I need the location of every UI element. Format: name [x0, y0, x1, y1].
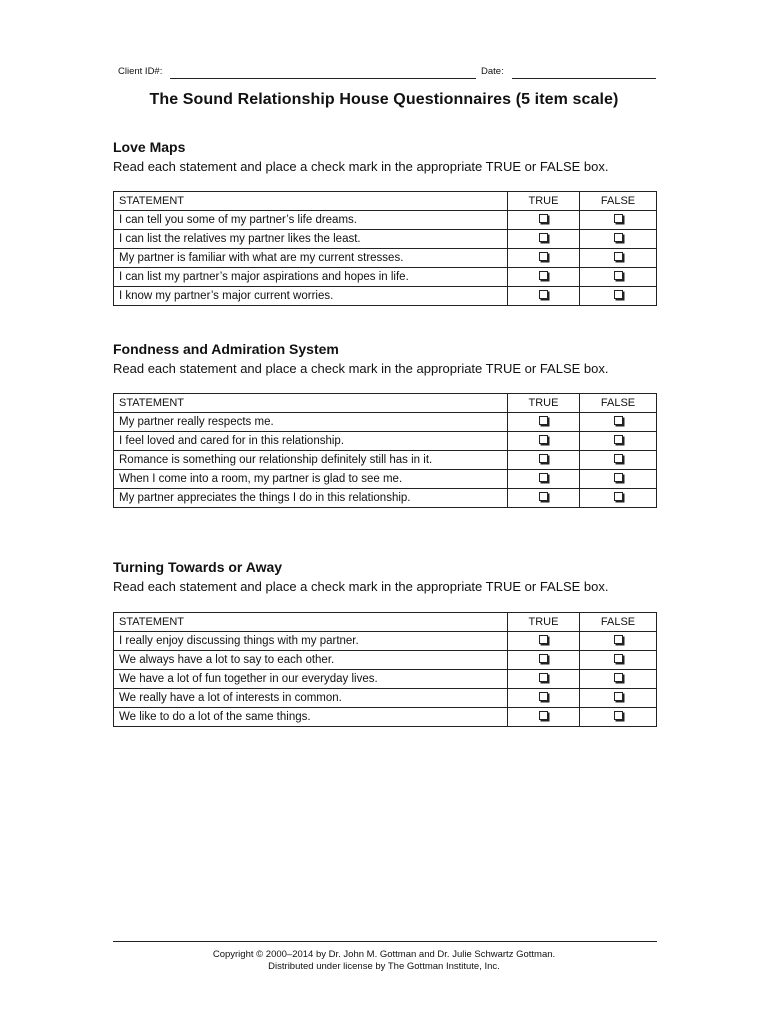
questionnaire-table — [113, 191, 657, 306]
true-checkbox[interactable] — [539, 473, 548, 482]
table-row — [114, 249, 657, 268]
section-instructions: Read each statement and place a check mark in the appropriate TRUE or FALSE box. — [113, 159, 609, 174]
statement-text: When I come into a room, my partner is glad to see me. — [114, 470, 508, 489]
true-checkbox[interactable] — [539, 454, 548, 463]
statement-text: My partner really respects me. — [114, 413, 508, 432]
statement-text: We like to do a lot of the same things. — [114, 708, 508, 727]
false-checkbox[interactable] — [614, 252, 623, 261]
true-checkbox[interactable] — [539, 290, 548, 299]
table-row — [114, 230, 657, 249]
date-field[interactable] — [512, 78, 656, 79]
false-checkbox[interactable] — [614, 214, 623, 223]
false-checkbox[interactable] — [614, 233, 623, 242]
statement-text: We really have a lot of interests in common. — [114, 689, 508, 708]
true-header: TRUE — [508, 192, 580, 211]
table-header-row — [114, 192, 657, 211]
table-header-row — [114, 394, 657, 413]
false-checkbox[interactable] — [614, 290, 623, 299]
statement-text: My partner is familiar with what are my current stresses. — [114, 249, 508, 268]
section-title: Turning Towards or Away — [113, 559, 283, 575]
questionnaire-table — [113, 393, 657, 508]
statement-text: We have a lot of fun together in our everyday lives. — [114, 670, 508, 689]
statement-text: Romance is something our relationship definitely still has in it. — [114, 451, 508, 470]
client-id-field[interactable] — [170, 78, 476, 79]
section-love-maps — [113, 138, 656, 302]
section-title: Fondness and Admiration System — [113, 341, 339, 357]
section-title: Love Maps — [113, 139, 186, 155]
table-row — [114, 211, 657, 230]
table-row — [114, 287, 657, 306]
table-row — [114, 670, 657, 689]
false-header: FALSE — [580, 192, 657, 211]
true-checkbox[interactable] — [539, 252, 548, 261]
section-instructions: Read each statement and place a check mark in the appropriate TRUE or FALSE box. — [113, 361, 609, 376]
true-checkbox[interactable] — [539, 435, 548, 444]
section-fondness-admiration — [113, 340, 656, 504]
false-checkbox[interactable] — [614, 454, 623, 463]
table-row — [114, 451, 657, 470]
statement-text: I can tell you some of my partner’s life dreams. — [114, 211, 508, 230]
false-checkbox[interactable] — [614, 673, 623, 682]
statement-header: STATEMENT — [114, 192, 508, 211]
table-row — [114, 432, 657, 451]
true-checkbox[interactable] — [539, 692, 548, 701]
client-info-row — [118, 63, 656, 81]
page-title: The Sound Relationship House Questionnaires (5 item scale) — [149, 91, 619, 108]
table-row — [114, 489, 657, 508]
false-checkbox[interactable] — [614, 711, 623, 720]
footer — [0, 949, 768, 973]
true-checkbox[interactable] — [539, 654, 548, 663]
false-checkbox[interactable] — [614, 435, 623, 444]
statement-text: We always have a lot to say to each other. — [114, 651, 508, 670]
date-label: Date: — [481, 66, 504, 77]
table-row — [114, 632, 657, 651]
true-checkbox[interactable] — [539, 233, 548, 242]
statement-text: My partner appreciates the things I do in this relationship. — [114, 489, 508, 508]
true-checkbox[interactable] — [539, 492, 548, 501]
table-row — [114, 651, 657, 670]
statement-header: STATEMENT — [114, 613, 508, 632]
true-header: TRUE — [508, 394, 580, 413]
statement-header: STATEMENT — [114, 394, 508, 413]
true-checkbox[interactable] — [539, 214, 548, 223]
questionnaire-table — [113, 612, 657, 727]
client-id-label: Client ID#: — [118, 66, 163, 77]
true-checkbox[interactable] — [539, 711, 548, 720]
table-row — [114, 268, 657, 287]
false-header: FALSE — [580, 394, 657, 413]
license-text: Distributed under license by The Gottman Institute, Inc. — [268, 961, 500, 972]
table-row — [114, 708, 657, 727]
false-checkbox[interactable] — [614, 271, 623, 280]
false-checkbox[interactable] — [614, 692, 623, 701]
statement-text: I can list the relatives my partner likes the least. — [114, 230, 508, 249]
statement-text: I feel loved and cared for in this relationship. — [114, 432, 508, 451]
table-row — [114, 689, 657, 708]
true-checkbox[interactable] — [539, 416, 548, 425]
section-instructions: Read each statement and place a check mark in the appropriate TRUE or FALSE box. — [113, 579, 609, 594]
footer-divider — [113, 941, 657, 942]
false-checkbox[interactable] — [614, 635, 623, 644]
false-header: FALSE — [580, 613, 657, 632]
false-checkbox[interactable] — [614, 492, 623, 501]
table-header-row — [114, 613, 657, 632]
statement-text: I can list my partner’s major aspirations and hopes in life. — [114, 268, 508, 287]
copyright-text: Copyright © 2000–2014 by Dr. John M. Gottman and Dr. Julie Schwartz Gottman. — [212, 949, 556, 960]
true-checkbox[interactable] — [539, 271, 548, 280]
true-checkbox[interactable] — [539, 635, 548, 644]
statement-text: I know my partner’s major current worries. — [114, 287, 508, 306]
section-turning-towards — [113, 558, 656, 723]
statement-text: I really enjoy discussing things with my partner. — [114, 632, 508, 651]
false-checkbox[interactable] — [614, 654, 623, 663]
false-checkbox[interactable] — [614, 416, 623, 425]
true-checkbox[interactable] — [539, 673, 548, 682]
true-header: TRUE — [508, 613, 580, 632]
table-row — [114, 413, 657, 432]
table-row — [114, 470, 657, 489]
false-checkbox[interactable] — [614, 473, 623, 482]
